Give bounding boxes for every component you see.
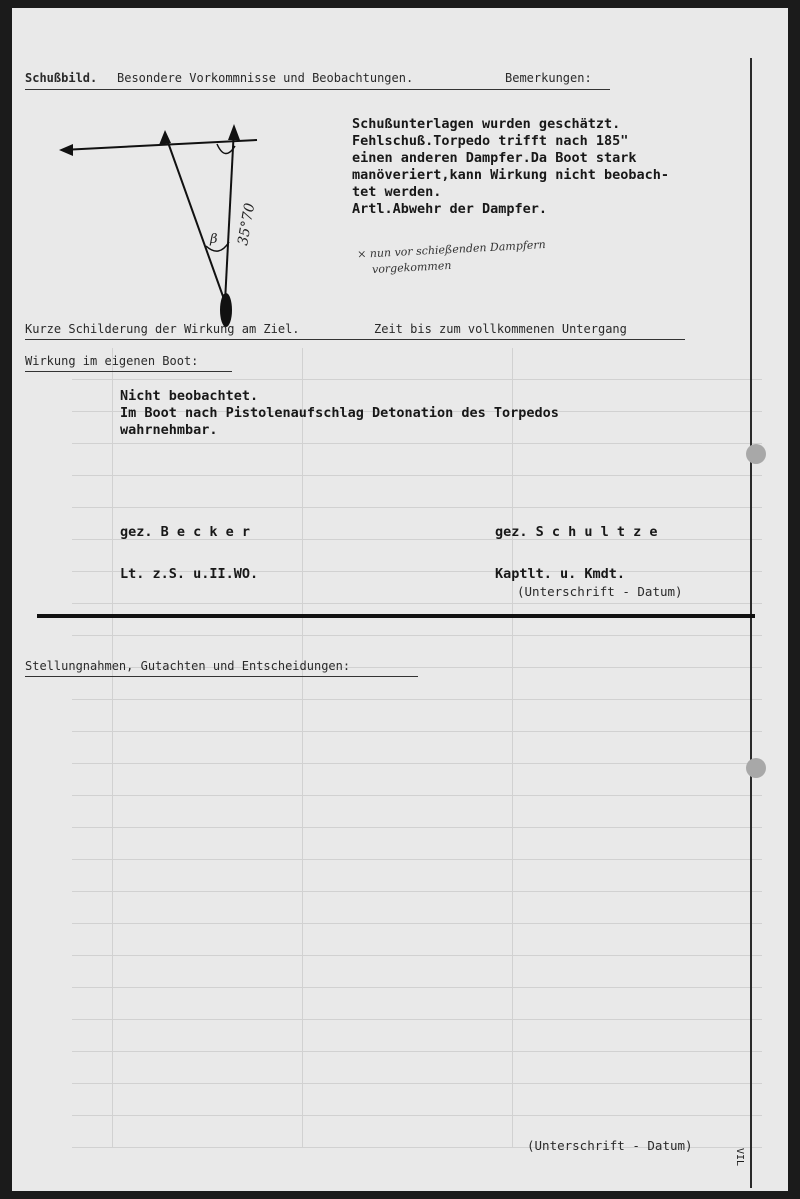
document-page xyxy=(12,8,788,1191)
remarks-line: tet werden. xyxy=(352,184,442,200)
left-signature-rank: Lt. z.S. u.II.WO. xyxy=(120,566,259,582)
remarks-line: manöveriert,kann Wirkung nicht beobach- xyxy=(352,167,669,183)
wirkung-line: wahrnehmbar. xyxy=(120,422,218,438)
punch-hole xyxy=(746,758,766,778)
remarks-line: einen anderen Dampfer.Da Boot stark xyxy=(352,150,637,166)
header-kurze: Kurze Schilderung der Wirkung am Ziel. xyxy=(25,322,300,336)
remarks-line: Schußunterlagen wurden geschätzt. xyxy=(352,116,621,132)
handwritten-note-2: vorgekommen xyxy=(371,258,452,277)
header-underline xyxy=(25,89,610,90)
angle-label: 35°70 xyxy=(235,201,259,247)
right-signature-name: gez. S c h u l t z e xyxy=(495,524,658,540)
beta-label: β xyxy=(210,232,218,247)
remarks-line: Fehlschuß.Torpedo trifft nach 185" xyxy=(352,133,629,149)
section-divider xyxy=(37,614,755,618)
margin-mark: VIL xyxy=(734,1148,745,1167)
bleed-through-form xyxy=(72,348,762,1148)
handwritten-note: × nun vor schießenden Dampfern xyxy=(356,238,547,261)
wirkung-line: Im Boot nach Pistolenaufschlag Detonation des Torpedos xyxy=(120,405,559,421)
kurze-underline xyxy=(25,339,685,340)
remarks-line: Artl.Abwehr der Dampfer. xyxy=(352,201,548,217)
punch-hole xyxy=(746,444,766,464)
wirkung-underline xyxy=(25,371,232,372)
stellungnahmen-underline xyxy=(25,676,418,677)
left-signature-name: gez. B e c k e r xyxy=(120,524,251,540)
footer-signature-caption: (Unterschrift - Datum) xyxy=(527,1138,693,1153)
right-margin-line xyxy=(750,58,752,1188)
header-besondere: Besondere Vorkommnisse und Beobachtungen. xyxy=(117,71,414,85)
wirkung-line: Nicht beobachtet. xyxy=(120,388,259,404)
header-wirkung-boot: Wirkung im eigenen Boot: xyxy=(25,354,199,368)
header-zeit: Zeit bis zum vollkommenen Untergang xyxy=(374,322,627,336)
right-signature-rank: Kaptlt. u. Kmdt. xyxy=(495,566,626,582)
right-signature-caption: (Unterschrift - Datum) xyxy=(517,584,683,599)
header-schussbild: Schußbild. xyxy=(25,71,98,85)
header-bemerkungen: Bemerkungen: xyxy=(505,71,592,85)
shot-sketch xyxy=(57,118,272,333)
header-stellungnahmen: Stellungnahmen, Gutachten und Entscheidungen: xyxy=(25,659,351,673)
